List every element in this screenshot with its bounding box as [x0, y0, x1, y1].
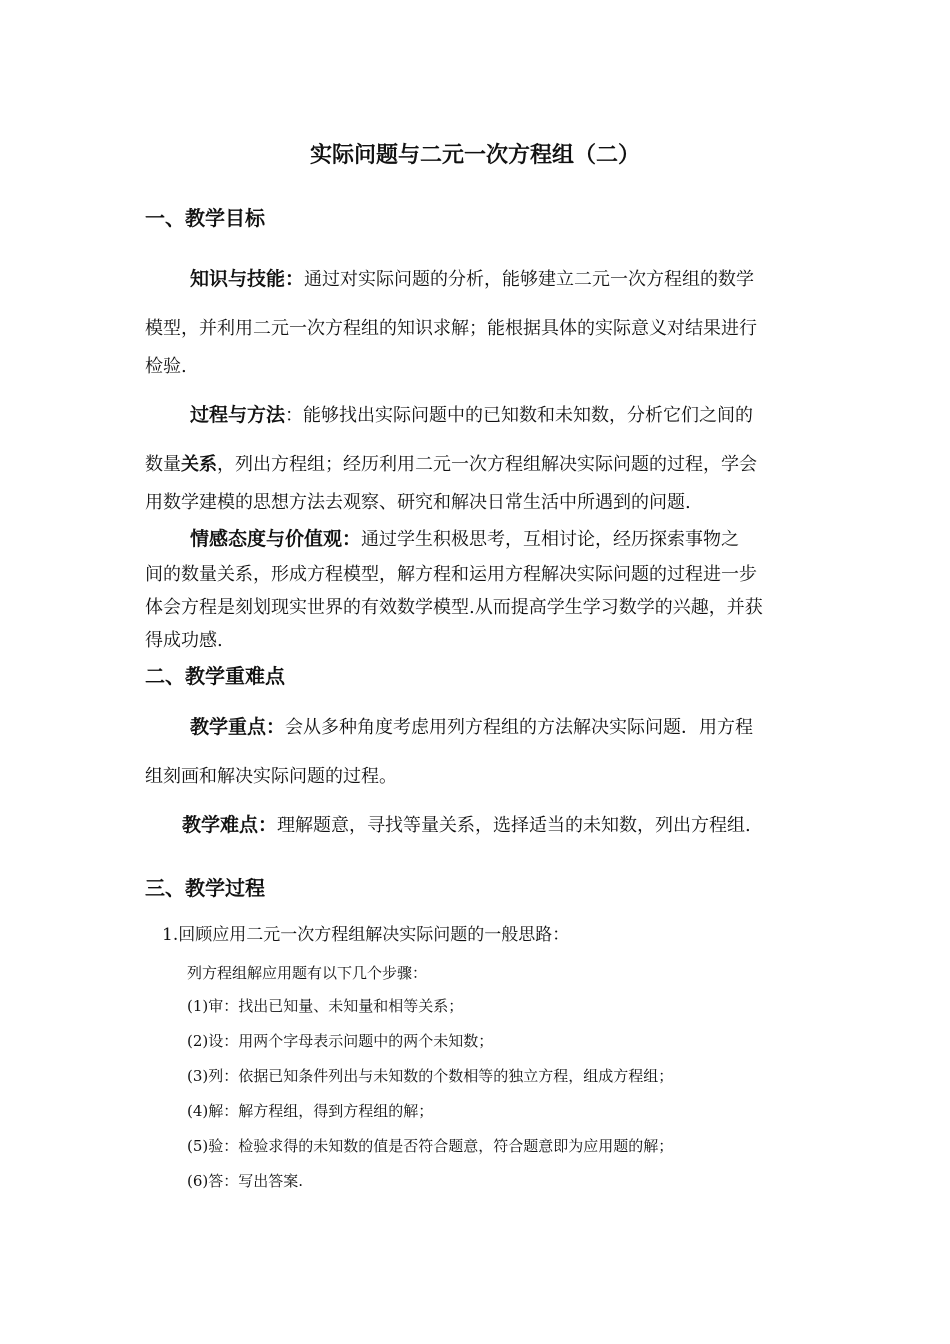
- difficulty-text-1: 理解题意，寻找等量关系，选择适当的未知数，列出方程组.: [277, 815, 751, 836]
- key-line-2: 组刻画和解决实际问题的过程。: [145, 766, 397, 787]
- document-title: 实际问题与二元一次方程组（二）: [309, 143, 640, 168]
- step-4: (4)解：解方程组，得到方程组的解；: [187, 1102, 434, 1120]
- process-text-2-bold: 关系: [181, 454, 217, 475]
- emotion-line-1: [190, 524, 739, 551]
- section-heading-keypoints: 二、教学重难点: [145, 664, 285, 688]
- process-line-3: 用数学建模的思想方法去观察、研究和解决日常生活中所遇到的问题.: [145, 492, 691, 513]
- step-2: (2)设：用两个字母表示问题中的两个未知数；: [187, 1032, 494, 1050]
- knowledge-text-1: 通过对实际问题的分析，能够建立二元一次方程组的数学: [304, 269, 755, 290]
- knowledge-line-2: 模型，并利用二元一次方程组的知识求解；能根据具体的实际意义对结果进行: [145, 318, 757, 339]
- emotion-label: 情感态度与价值观：: [190, 528, 362, 550]
- step-6: (6)答：写出答案.: [187, 1172, 304, 1190]
- key-line-1: [190, 712, 753, 739]
- section-heading-goals: 一、教学目标: [145, 206, 265, 230]
- emotion-line-3: 体会方程是刻划现实世界的有效数学模型.从而提高学生学习数学的兴趣，并获: [145, 597, 763, 618]
- process-text-1: ：能够找出实际问题中的已知数和未知数，分析它们之间的: [285, 405, 754, 426]
- emotion-line-2: 间的数量关系，形成方程模型，解方程和运用方程解决实际问题的过程进一步: [145, 564, 757, 585]
- steps-intro: 列方程组解应用题有以下几个步骤：: [187, 964, 428, 982]
- emotion-line-4: 得成功感.: [145, 630, 223, 651]
- knowledge-line-1: [190, 264, 754, 291]
- key-text-1: 会从多种角度考虑用列方程组的方法解决实际问题．用方程: [285, 717, 754, 738]
- process-text-2a: 数量: [145, 454, 181, 475]
- step-1: (1)审：找出已知量、未知量和相等关系；: [187, 997, 464, 1015]
- process-line-2: [145, 450, 757, 476]
- key-label: 教学重点：: [190, 716, 286, 738]
- emotion-text-1: 通过学生积极思考，互相讨论，经历探索事物之: [361, 529, 740, 550]
- section-heading-process: 三、教学过程: [145, 876, 265, 900]
- process-label: 过程与方法: [190, 404, 286, 426]
- step-5: (5)验：检验求得的未知数的值是否符合题意，符合题意即为应用题的解；: [187, 1137, 674, 1155]
- knowledge-label: 知识与技能：: [190, 268, 305, 290]
- review-item-1: 1.回顾应用二元一次方程组解决实际问题的一般思路：: [162, 925, 570, 945]
- process-line-1: [190, 400, 753, 427]
- process-text-2b: ，列出方程组；经历利用二元一次方程组解决实际问题的过程，学会: [217, 454, 757, 475]
- difficulty-line-1: [182, 810, 751, 837]
- step-3: (3)列：依据已知条件列出与未知数的个数相等的独立方程，组成方程组；: [187, 1067, 674, 1085]
- difficulty-label: 教学难点：: [182, 814, 278, 836]
- knowledge-line-3: 检验.: [145, 356, 187, 377]
